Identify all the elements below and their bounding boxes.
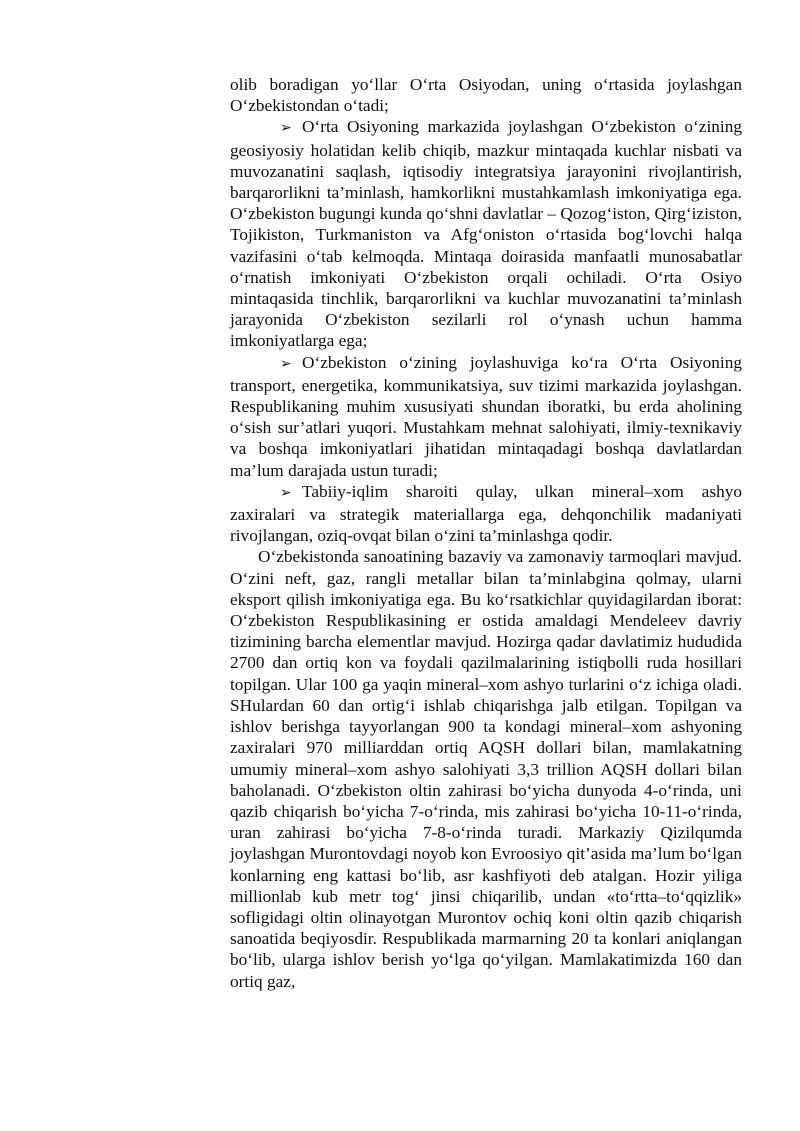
bullet-paragraph-natural-conditions bbox=[230, 481, 742, 547]
bullet-paragraph-geopolitics bbox=[230, 116, 742, 351]
paragraph-industry: O‘zbekistonda sanoatining bazaviy va zamonaviy tarmoqlari mavjud. O‘zini neft, gaz, rangli metallar bilan ta’minlabgina qolmay, ularni eksport qilish imkoniyatiga ega. Bu ko‘rsatkichlar quyidagilardan iborat: O‘zbekiston Respublikasining er ostida amaldagi Mendeleev davriy tizimining barcha elementlar mavjud. Hozirga qadar davlatimiz hududida 2700 dan ortiq kon va foydali qazilmalarining istiqbolli ruda hosillari topilgan. Ular 100 ga yaqin mineral–xom ashyo turlarini o‘z ichiga oladi. SHulardan 60 dan ortig‘i ishlab chiqarishga jalb etilgan. Topilgan va ishlov berishga tayyorlangan 900 ta kondagi mineral–xom ashyoning zaxiralari 970 milliarddan ortiq AQSH dollari bilan, mamlakatning umumiy mineral–xom ashyo salohiyati 3,3 trillion AQSH dollari bilan baholanadi. O‘zbekiston oltin zahirasi bo‘yicha dunyoda 4-o‘rinda, uni qazib chiqarish bo‘yicha 7-o‘rinda, mis zahirasi bo‘yicha 10-11-o‘rinda, uran zahirasi bo‘yicha 7-8-o‘rinda turadi. Markaziy Qizilqumda joylashgan Murontovdagi noyob kon Evroosiyo qit’asida ma’lum bo‘lgan konlarning eng kattasi bo‘lib, asr kashfiyoti deb atalgan. Hozir yiliga millionlab kub metr tog‘ jinsi chiqarilib, undan «to‘rtta–to‘qqizlik» sofligidagi oltin olinayotgan Murontov ochiq koni oltin qazib chiqarish sanoatida beqiyosdir. Respublikada marmarning 20 ta konlari aniqlangan bo‘lib, ularga ishlov berish yo‘lga qo‘yilgan. Mamlakatimizda 160 dan ortiq gaz, bbox=[230, 547, 742, 991]
bullet-text: Tabiiy-iqlim sharoiti qulay, ulkan mineral–xom ashyo zaxiralari va strategik materiallarga ega, dehqonchilik madaniyati rivojlangan, oziq-ovqat bilan o‘zini ta’minlashga qodir. bbox=[230, 481, 742, 546]
bullet-paragraph-location bbox=[230, 352, 742, 481]
document-body bbox=[230, 74, 742, 992]
paragraph-continuation: olib boradigan yo‘llar O‘rta Osiyodan, uning o‘rtasida joylashgan O‘zbekistondan o‘tadi; bbox=[230, 75, 742, 116]
bullet-text: O‘rta Osiyoning markazida joylashgan O‘zbekiston o‘zining geosiyosiy holatidan kelib chiqib, mazkur mintaqada kuchlar nisbati va muvozanatini saqlash, iqtisodiy integratsiya jarayonini rivojlantirish, barqarorlikni ta’minlash, hamkorlikni mustahkamlash imkoniyatiga ega. O‘zbekiston bugungi kunda qo‘shni davlatlar – Qozog‘iston, Qirg‘iziston, Tojikiston, Turkmaniston va Afg‘oniston o‘rtasida bog‘lovchi halqa vazifasini o‘tab kelmoqda. Mintaqa doirasida manfaatli munosabatlar o‘rnatish imkoniyati O‘zbekiston orqali ochiladi. O‘rta Osiyo mintaqasida tinchlik, barqarorlikni va kuchlar muvozanatini ta’minlash jarayonida O‘zbekiston sezilarli rol o‘ynash uchun hamma imkoniyatlarga ega; bbox=[230, 117, 742, 351]
bullet-text: O‘zbekiston o‘zining joylashuviga ko‘ra O‘rta Osiyoning transport, energetika, kommunikatsiya, suv tizimi markazida joylashgan. Respublikaning muhim xususiyati shundan iboratki, bu erda aholining o‘sish sur’atlari yuqori. Mustahkam mehnat salohiyati, ilmiy-texnikaviy va boshqa imkoniyatlari jihatidan mintaqadagi boshqa davlatlardan ma’lum darajada ustun turadi; bbox=[230, 352, 742, 480]
arrow-bullet-icon: ➢ bbox=[280, 484, 292, 501]
arrow-bullet-icon: ➢ bbox=[280, 355, 292, 372]
arrow-bullet-icon: ➢ bbox=[280, 120, 292, 137]
